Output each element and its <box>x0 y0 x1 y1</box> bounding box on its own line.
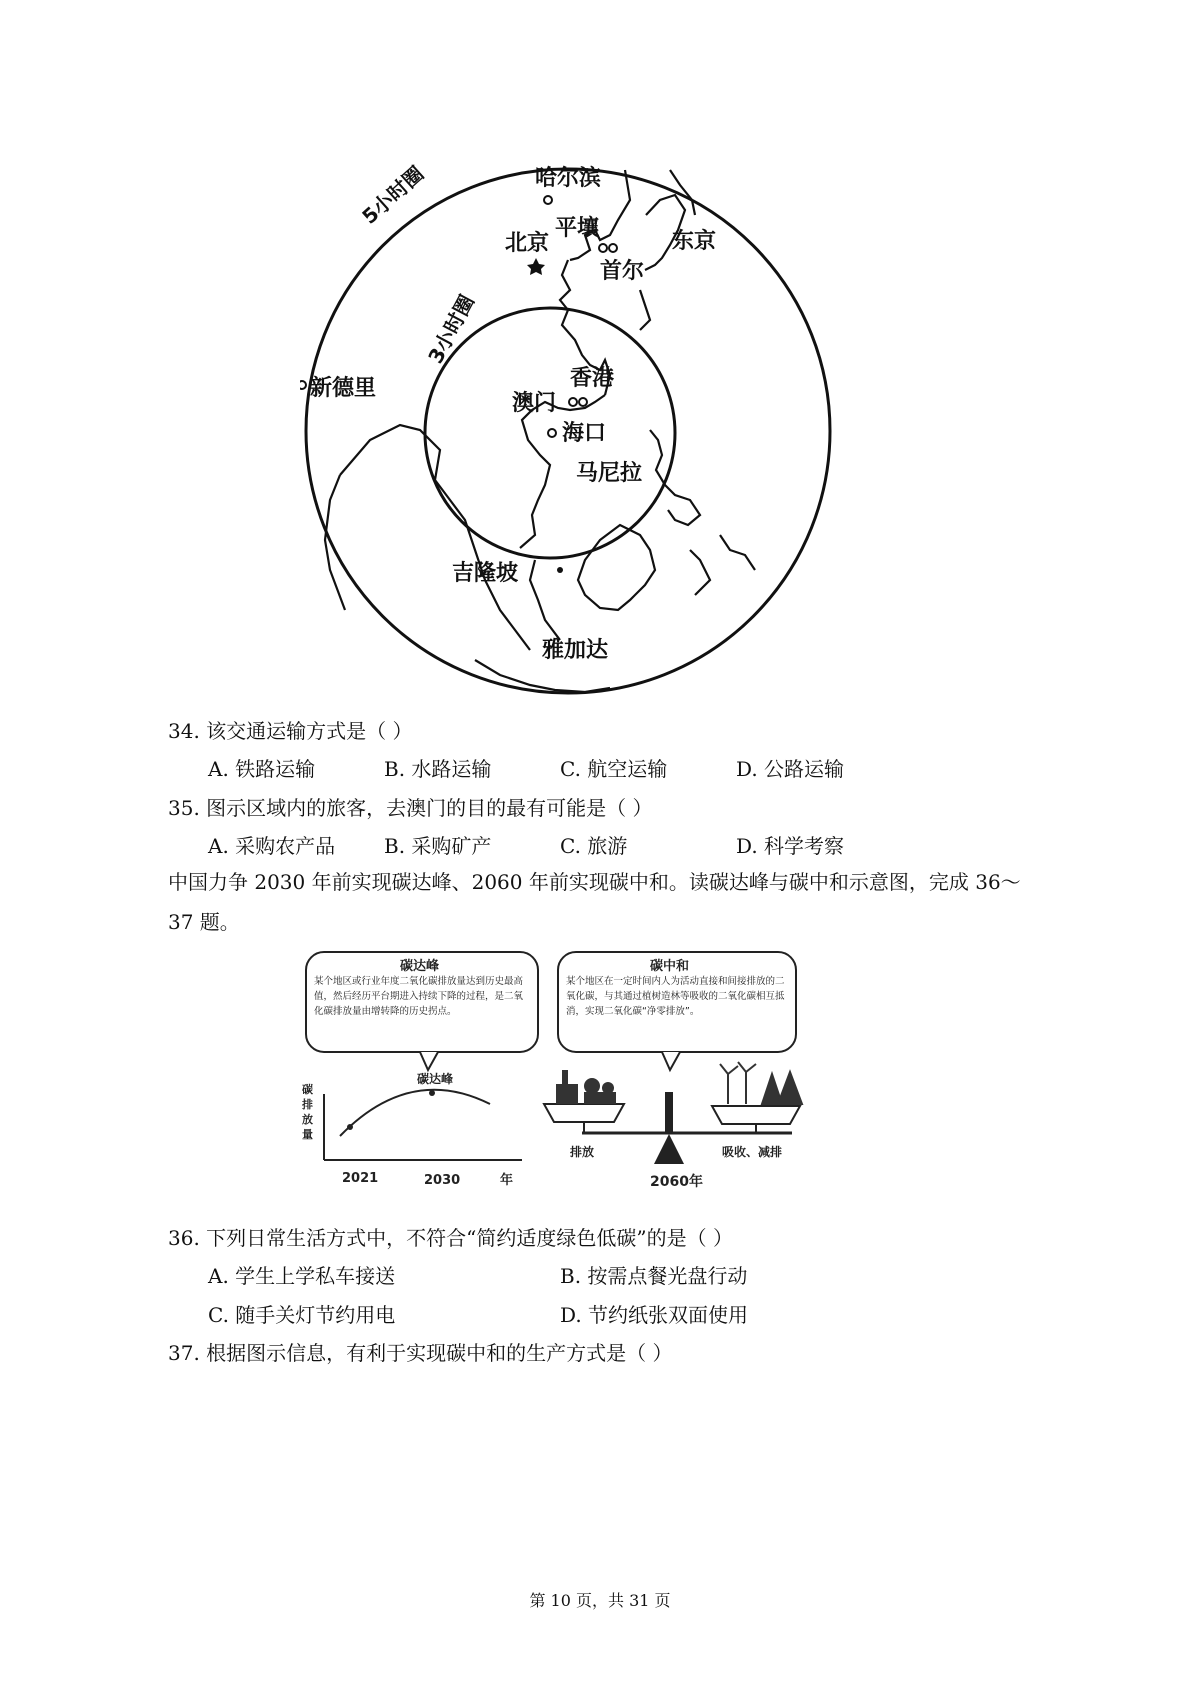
outer-ring-label: 5小时圈 <box>357 161 429 229</box>
question-34-stem: 34. 该交通运输方式是（ ） <box>168 719 413 743</box>
absorption-illustration <box>720 1062 802 1104</box>
intro-paragraph <box>168 862 1021 942</box>
question-35-option-c[interactable]: C. 旅游 <box>560 834 628 858</box>
peak-bubble-tail <box>420 1052 438 1070</box>
city-new-delhi: 新德里 <box>310 376 377 401</box>
neutral-bubble-text: 某个地区在一定时间内人为活动直接和间接排放的二氧化碳，与其通过植树造林等吸收的二氧化碳相互抵消，实现二氧化碳“净零排放”。 <box>566 976 785 1017</box>
peak-bubble-text: 某个地区或行业年度二氧化碳排放量达到历史最高值，然后经历平台期进入持续下降的过程，是二氧化碳排放量由增转降的历史拐点。 <box>314 976 524 1017</box>
page-footer: 第 10 页，共 31 页 <box>529 1591 671 1610</box>
city-manila: 马尼拉 <box>576 461 643 486</box>
inner-ring-label: 3小时圈 <box>423 290 480 368</box>
carbon-figure-svg <box>300 946 820 1196</box>
city-jakarta: 雅加达 <box>542 638 609 663</box>
chart-x-tick-2021: 2021 <box>342 1171 379 1186</box>
point-peak <box>429 1090 435 1096</box>
question-34-option-b[interactable]: B. 水路运输 <box>384 757 492 781</box>
city-seoul: 首尔 <box>600 259 645 284</box>
left-pan <box>544 1104 624 1122</box>
question-34-option-c[interactable]: C. 航空运输 <box>560 757 668 781</box>
intro-line-1: 中国力争 2030 年前实现碳达峰、2060 年前实现碳中和。读碳达峰与碳中和示意图，完成 36～ <box>168 870 1021 894</box>
question-36-option-c[interactable]: C. 随手关灯节约用电 <box>208 1303 396 1327</box>
city-macao: 澳门 <box>512 391 557 416</box>
question-35-option-a[interactable]: A. 采购农产品 <box>208 834 336 858</box>
chart-x-tick-2030: 2030 <box>424 1173 461 1188</box>
city-pyongyang: 平壤 <box>555 216 600 241</box>
emission-curve <box>340 1090 490 1136</box>
capital-star <box>527 258 545 275</box>
scale-left-label: 排放 <box>570 1145 595 1159</box>
city-tokyo: 东京 <box>672 229 717 254</box>
kuala-lumpur-dot <box>557 567 563 573</box>
city-hong-kong: 香港 <box>570 366 615 391</box>
chart-x-unit: 年 <box>500 1173 514 1188</box>
chart-y-label: 碳排放量 <box>302 1083 313 1141</box>
city-beijing: 北京 <box>505 231 550 256</box>
scale-year-label: 2060年 <box>650 1174 703 1190</box>
point-2021 <box>347 1124 353 1130</box>
intro-line-2: 37 题。 <box>168 910 240 934</box>
neutral-bubble-title: 碳中和 <box>650 959 690 974</box>
neutral-bubble-tail <box>662 1052 680 1070</box>
carbon-figure <box>300 946 820 1196</box>
question-36-option-a[interactable]: A. 学生上学私车接送 <box>208 1264 396 1288</box>
chart-peak-label: 碳达峰 <box>417 1072 454 1086</box>
city-harbin: 哈尔滨 <box>535 166 602 191</box>
question-37-stem: 37. 根据图示信息，有利于实现碳中和的生产方式是（ ） <box>168 1341 673 1365</box>
question-36-stem: 36. 下列日常生活方式中，不符合“简约适度绿色低碳”的是（ ） <box>168 1226 733 1250</box>
question-34-option-a[interactable]: A. 铁路运输 <box>208 757 316 781</box>
scale-right-label: 吸收、减排 <box>722 1145 783 1159</box>
air-transport-map <box>300 140 880 740</box>
question-34-option-d[interactable]: D. 公路运输 <box>736 757 845 781</box>
city-kuala-lumpur: 吉隆坡 <box>452 561 519 586</box>
peak-bubble-title: 碳达峰 <box>400 959 440 974</box>
emission-illustration <box>556 1070 616 1104</box>
question-36-option-b[interactable]: B. 按需点餐光盘行动 <box>560 1264 748 1288</box>
city-haikou: 海口 <box>562 421 607 446</box>
right-pan <box>712 1106 800 1124</box>
question-35-option-d[interactable]: D. 科学考察 <box>736 834 845 858</box>
question-35-option-b[interactable]: B. 采购矿产 <box>384 834 492 858</box>
question-35-stem: 35. 图示区域内的旅客，去澳门的目的最有可能是（ ） <box>168 796 653 820</box>
question-36-option-d[interactable]: D. 节约纸张双面使用 <box>560 1303 749 1327</box>
